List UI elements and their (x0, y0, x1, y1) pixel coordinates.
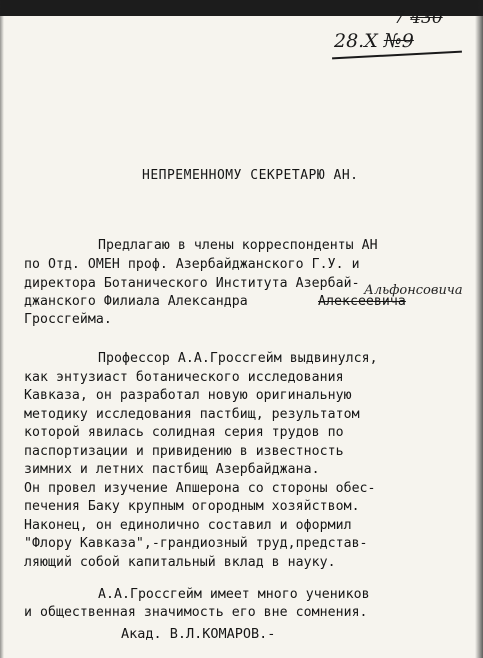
p2-line-11: "Флору Кавказа",-грандиозный труд,представ- (24, 536, 368, 551)
p2-line-5: которой явилась солидная серия трудов по (24, 425, 344, 440)
date-value: 28.X (334, 30, 378, 52)
p1-line-4: джанского Филиала Александра (24, 294, 248, 309)
page-number: 7 (394, 8, 405, 28)
p2-line-2: как энтузиаст ботанического исследования (24, 370, 344, 385)
handwritten-page-number (394, 8, 443, 28)
p3-line-2: и общественная значимость его вне сомнения. (24, 605, 368, 620)
p2-line-6: паспортизации и привидению в известность (24, 444, 344, 459)
handwritten-date (334, 30, 414, 52)
p2-line-3: Кавказа, он разработал новую оригинальную (24, 388, 352, 403)
p2-line-10: Наконец, он единолично составил и оформил (24, 518, 352, 533)
p1-line-2: по Отд. ОМЕН проф. Азербайджанского Г.У. и (24, 257, 360, 272)
signature: Акад. В.Л.КОМАРОВ.- (121, 626, 276, 642)
p3-line-1: А.А.Гроссгейм имеет много учеников (98, 587, 370, 602)
p1-line-1: Предлагаю в члены корреспонденты АН (98, 238, 378, 253)
letter-heading: НЕПРЕМЕННОМУ СЕКРЕТАРЮ АН. (142, 168, 359, 183)
patronymic-correction: Альфонсовича (364, 283, 463, 298)
p1-line-5: Гроссгейма. (24, 312, 112, 327)
p2-line-12: ляющий собой капитальный вклад в науку. (24, 555, 336, 570)
p2-line-1: Профессор А.А.Гроссгейм выдвинулся, (98, 351, 378, 366)
p2-line-4: методику исследования пастбищ, результатом (24, 407, 360, 422)
scan-right-edge (475, 0, 483, 658)
p1-line-3: директора Ботанического Института Азербай- (24, 276, 360, 291)
struck-date-suffix: №9 (383, 30, 414, 52)
patronymic-struck: Алексеевича (318, 294, 406, 309)
scan-left-edge (0, 0, 4, 658)
p2-line-8: Он провел изучение Апшерона со стороны обес- (24, 481, 376, 496)
struck-number: 430 (410, 8, 443, 28)
p2-line-7: зимних и летних пастбищ Азербайджана. (24, 462, 320, 477)
p2-line-9: печения Баку крупным огородным хозяйством. (24, 499, 360, 514)
